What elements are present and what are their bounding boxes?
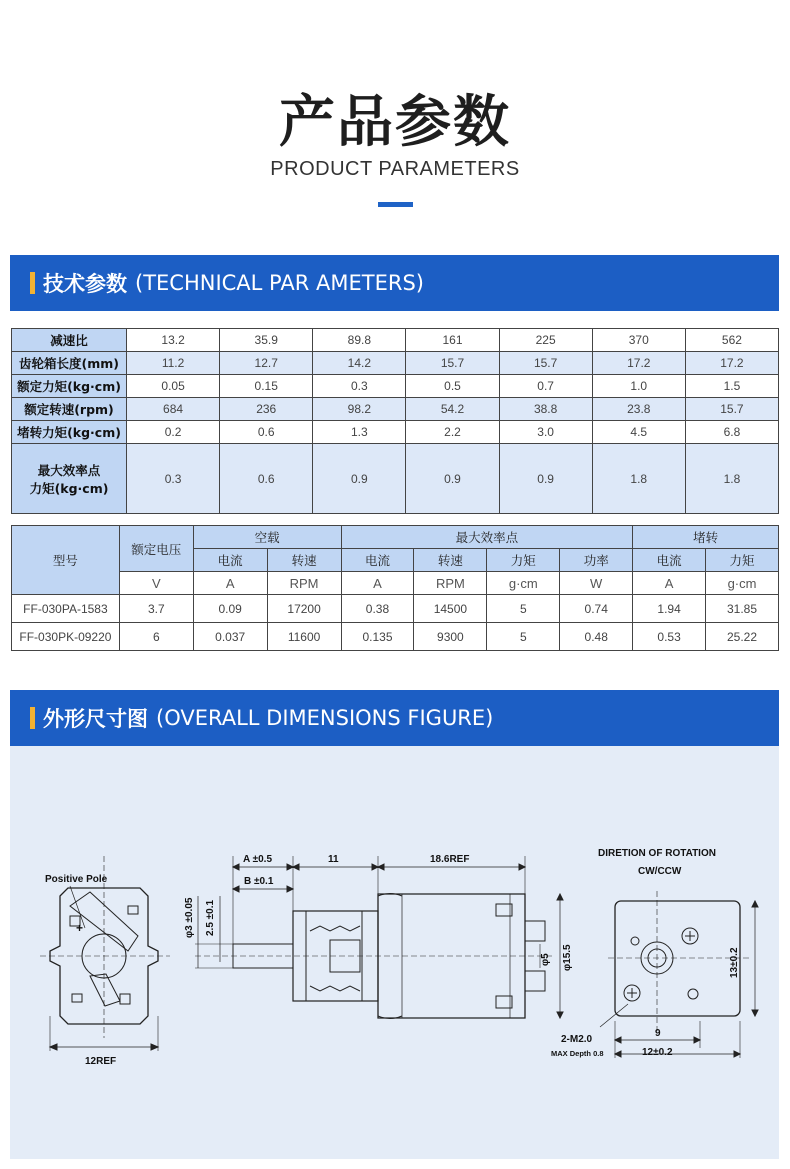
spec-header-model: 型号: [12, 526, 120, 595]
table-cell: 2.2: [406, 421, 499, 444]
label-dim-13: 13±0.2: [729, 947, 740, 978]
table-cell: 0.6: [220, 421, 313, 444]
table-cell: 6: [119, 623, 193, 651]
table-cell: 3.0: [499, 421, 592, 444]
table-cell: 17200: [267, 595, 341, 623]
table-cell: 0.15: [220, 375, 313, 398]
spec-unit: A: [633, 572, 706, 595]
row-label-line2: 力矩(kg·cm): [29, 480, 109, 496]
table-cell: 11600: [267, 623, 341, 651]
table-row: [12, 623, 779, 651]
table-cell: 4.5: [592, 421, 685, 444]
spec-header-maxeff: 最大效率点: [341, 526, 633, 549]
label-dim-a: A ±0.5: [243, 854, 273, 865]
section-technical-title-zh: 技术参数: [43, 272, 127, 296]
table-cell: 0.9: [499, 444, 592, 514]
spec-unit: W: [560, 572, 633, 595]
table-cell: 0.135: [341, 623, 414, 651]
label-dim-186ref: 18.6REF: [430, 854, 470, 865]
table-cell: 684: [127, 398, 220, 421]
spec-header-noload: 空载: [193, 526, 341, 549]
row-label: [12, 444, 127, 514]
table-cell: 236: [220, 398, 313, 421]
table-cell: 1.94: [633, 595, 706, 623]
table-cell: 225: [499, 329, 592, 352]
spec-sub-speed: 转速: [414, 549, 487, 572]
table-cell: 23.8: [592, 398, 685, 421]
table-cell: 12.7: [220, 352, 313, 375]
title-underline: [378, 202, 413, 207]
table-cell: 0.9: [313, 444, 406, 514]
row-label-line1: 最大效率点: [37, 462, 101, 478]
table-cell: 0.3: [127, 444, 220, 514]
table-cell: 0.037: [193, 623, 267, 651]
label-dim-12: 12±0.2: [642, 1047, 673, 1058]
label-plus: +: [76, 921, 84, 935]
table-cell: 17.2: [592, 352, 685, 375]
table-cell: 5: [487, 623, 560, 651]
table-cell: 161: [406, 329, 499, 352]
dimensions-svg: [10, 746, 779, 1159]
spec-sub-power: 功率: [560, 549, 633, 572]
spec-unit: g·cm: [487, 572, 560, 595]
section-dimensions-header: [10, 690, 779, 746]
table-cell: 25.22: [706, 623, 779, 651]
row-label: 齿轮箱长度(mm): [12, 352, 127, 375]
table-cell: 1.8: [685, 444, 778, 514]
table-row: [12, 375, 779, 398]
table-cell: 14.2: [313, 352, 406, 375]
table-cell: 562: [685, 329, 778, 352]
spec-sub-current: 电流: [633, 549, 706, 572]
label-dim-shaft: φ3 ±0.05: [184, 897, 195, 938]
label-dim-11: 11: [328, 854, 339, 865]
label-dim-9: 9: [655, 1028, 661, 1039]
page-subtitle: PRODUCT PARAMETERS: [270, 158, 520, 180]
spec-unit: V: [119, 572, 193, 595]
section-marker: [30, 272, 35, 294]
table-cell: 0.48: [560, 623, 633, 651]
table-cell: 31.85: [706, 595, 779, 623]
table-cell: 35.9: [220, 329, 313, 352]
row-label: 额定转速(rpm): [12, 398, 127, 421]
table-cell: 3.7: [119, 595, 193, 623]
row-label: 堵转力矩(kg·cm): [12, 421, 127, 444]
table-cell: 1.8: [592, 444, 685, 514]
table-cell: 0.9: [406, 444, 499, 514]
table-row: [12, 352, 779, 375]
table-cell: 5: [487, 595, 560, 623]
section-marker: [30, 707, 35, 729]
spec-sub-current: 电流: [341, 549, 414, 572]
spec-unit: RPM: [414, 572, 487, 595]
table-cell: 0.74: [560, 595, 633, 623]
table-cell: 0.38: [341, 595, 414, 623]
table-cell: 98.2: [313, 398, 406, 421]
table-cell: 1.3: [313, 421, 406, 444]
label-dim-b: B ±0.1: [244, 876, 274, 887]
table-cell: 0.09: [193, 595, 267, 623]
spec-sub-speed: 转速: [267, 549, 341, 572]
label-positive-pole: Positive Pole: [45, 874, 108, 885]
table-cell: 38.8: [499, 398, 592, 421]
section-dimensions-title-en: (OVERALL DIMENSIONS FIGURE): [156, 706, 494, 730]
label-rotation-title: DIRETION OF ROTATION: [598, 848, 716, 859]
table-cell: 0.7: [499, 375, 592, 398]
table-row: [12, 398, 779, 421]
table-cell: 0.2: [127, 421, 220, 444]
section-technical-title-en: (TECHNICAL PAR AMETERS): [135, 271, 424, 295]
table-cell: 13.2: [127, 329, 220, 352]
table-cell: 54.2: [406, 398, 499, 421]
table-cell: 6.8: [685, 421, 778, 444]
dimensions-drawing: [10, 746, 779, 1159]
spec-header-voltage: 额定电压: [119, 526, 193, 572]
table-row: [12, 444, 779, 514]
spec-header-stall: 堵转: [633, 526, 779, 549]
spec-model: FF-030PA-1583: [12, 595, 120, 623]
table-cell: 14500: [414, 595, 487, 623]
table-cell: 0.6: [220, 444, 313, 514]
table-cell: 89.8: [313, 329, 406, 352]
table-cell: 15.7: [406, 352, 499, 375]
spec-sub-torque: 力矩: [706, 549, 779, 572]
table-row: [12, 329, 779, 352]
label-12ref: 12REF: [85, 1056, 117, 1067]
table-cell: 0.5: [406, 375, 499, 398]
section-dimensions-title-zh: 外形尺寸图: [43, 707, 148, 731]
end-view-left: [40, 856, 170, 1051]
table-cell: 9300: [414, 623, 487, 651]
table-cell: 370: [592, 329, 685, 352]
technical-table: [11, 328, 779, 514]
label-thread-depth: MAX Depth 0.8: [551, 1049, 604, 1058]
drawing-labels: [45, 848, 740, 1067]
table-cell: 0.05: [127, 375, 220, 398]
table-cell: 1.5: [685, 375, 778, 398]
table-cell: 0.3: [313, 375, 406, 398]
label-thread: 2-M2.0: [561, 1034, 593, 1045]
spec-model: FF-030PK-09220: [12, 623, 120, 651]
label-rotation-value: CW/CCW: [638, 866, 682, 877]
table-cell: 11.2: [127, 352, 220, 375]
table-row: [12, 421, 779, 444]
row-label: 额定力矩(kg·cm): [12, 375, 127, 398]
spec-unit: g·cm: [706, 572, 779, 595]
table-cell: 0.53: [633, 623, 706, 651]
label-dim-d155: φ15.5: [562, 944, 573, 971]
spec-table: [11, 525, 779, 651]
spec-sub-current: 电流: [193, 549, 267, 572]
table-cell: 15.7: [499, 352, 592, 375]
label-dim-flat: 2.5 ±0.1: [205, 899, 216, 936]
spec-unit: RPM: [267, 572, 341, 595]
spec-unit: A: [341, 572, 414, 595]
section-technical-header: [10, 255, 779, 311]
table-cell: 1.0: [592, 375, 685, 398]
table-cell: 17.2: [685, 352, 778, 375]
row-label: 减速比: [12, 329, 127, 352]
spec-unit: A: [193, 572, 267, 595]
table-row: [12, 595, 779, 623]
spec-sub-torque: 力矩: [487, 549, 560, 572]
page-title: 产品参数: [279, 90, 511, 155]
table-cell: 15.7: [685, 398, 778, 421]
label-dim-d5: φ5: [540, 953, 551, 966]
